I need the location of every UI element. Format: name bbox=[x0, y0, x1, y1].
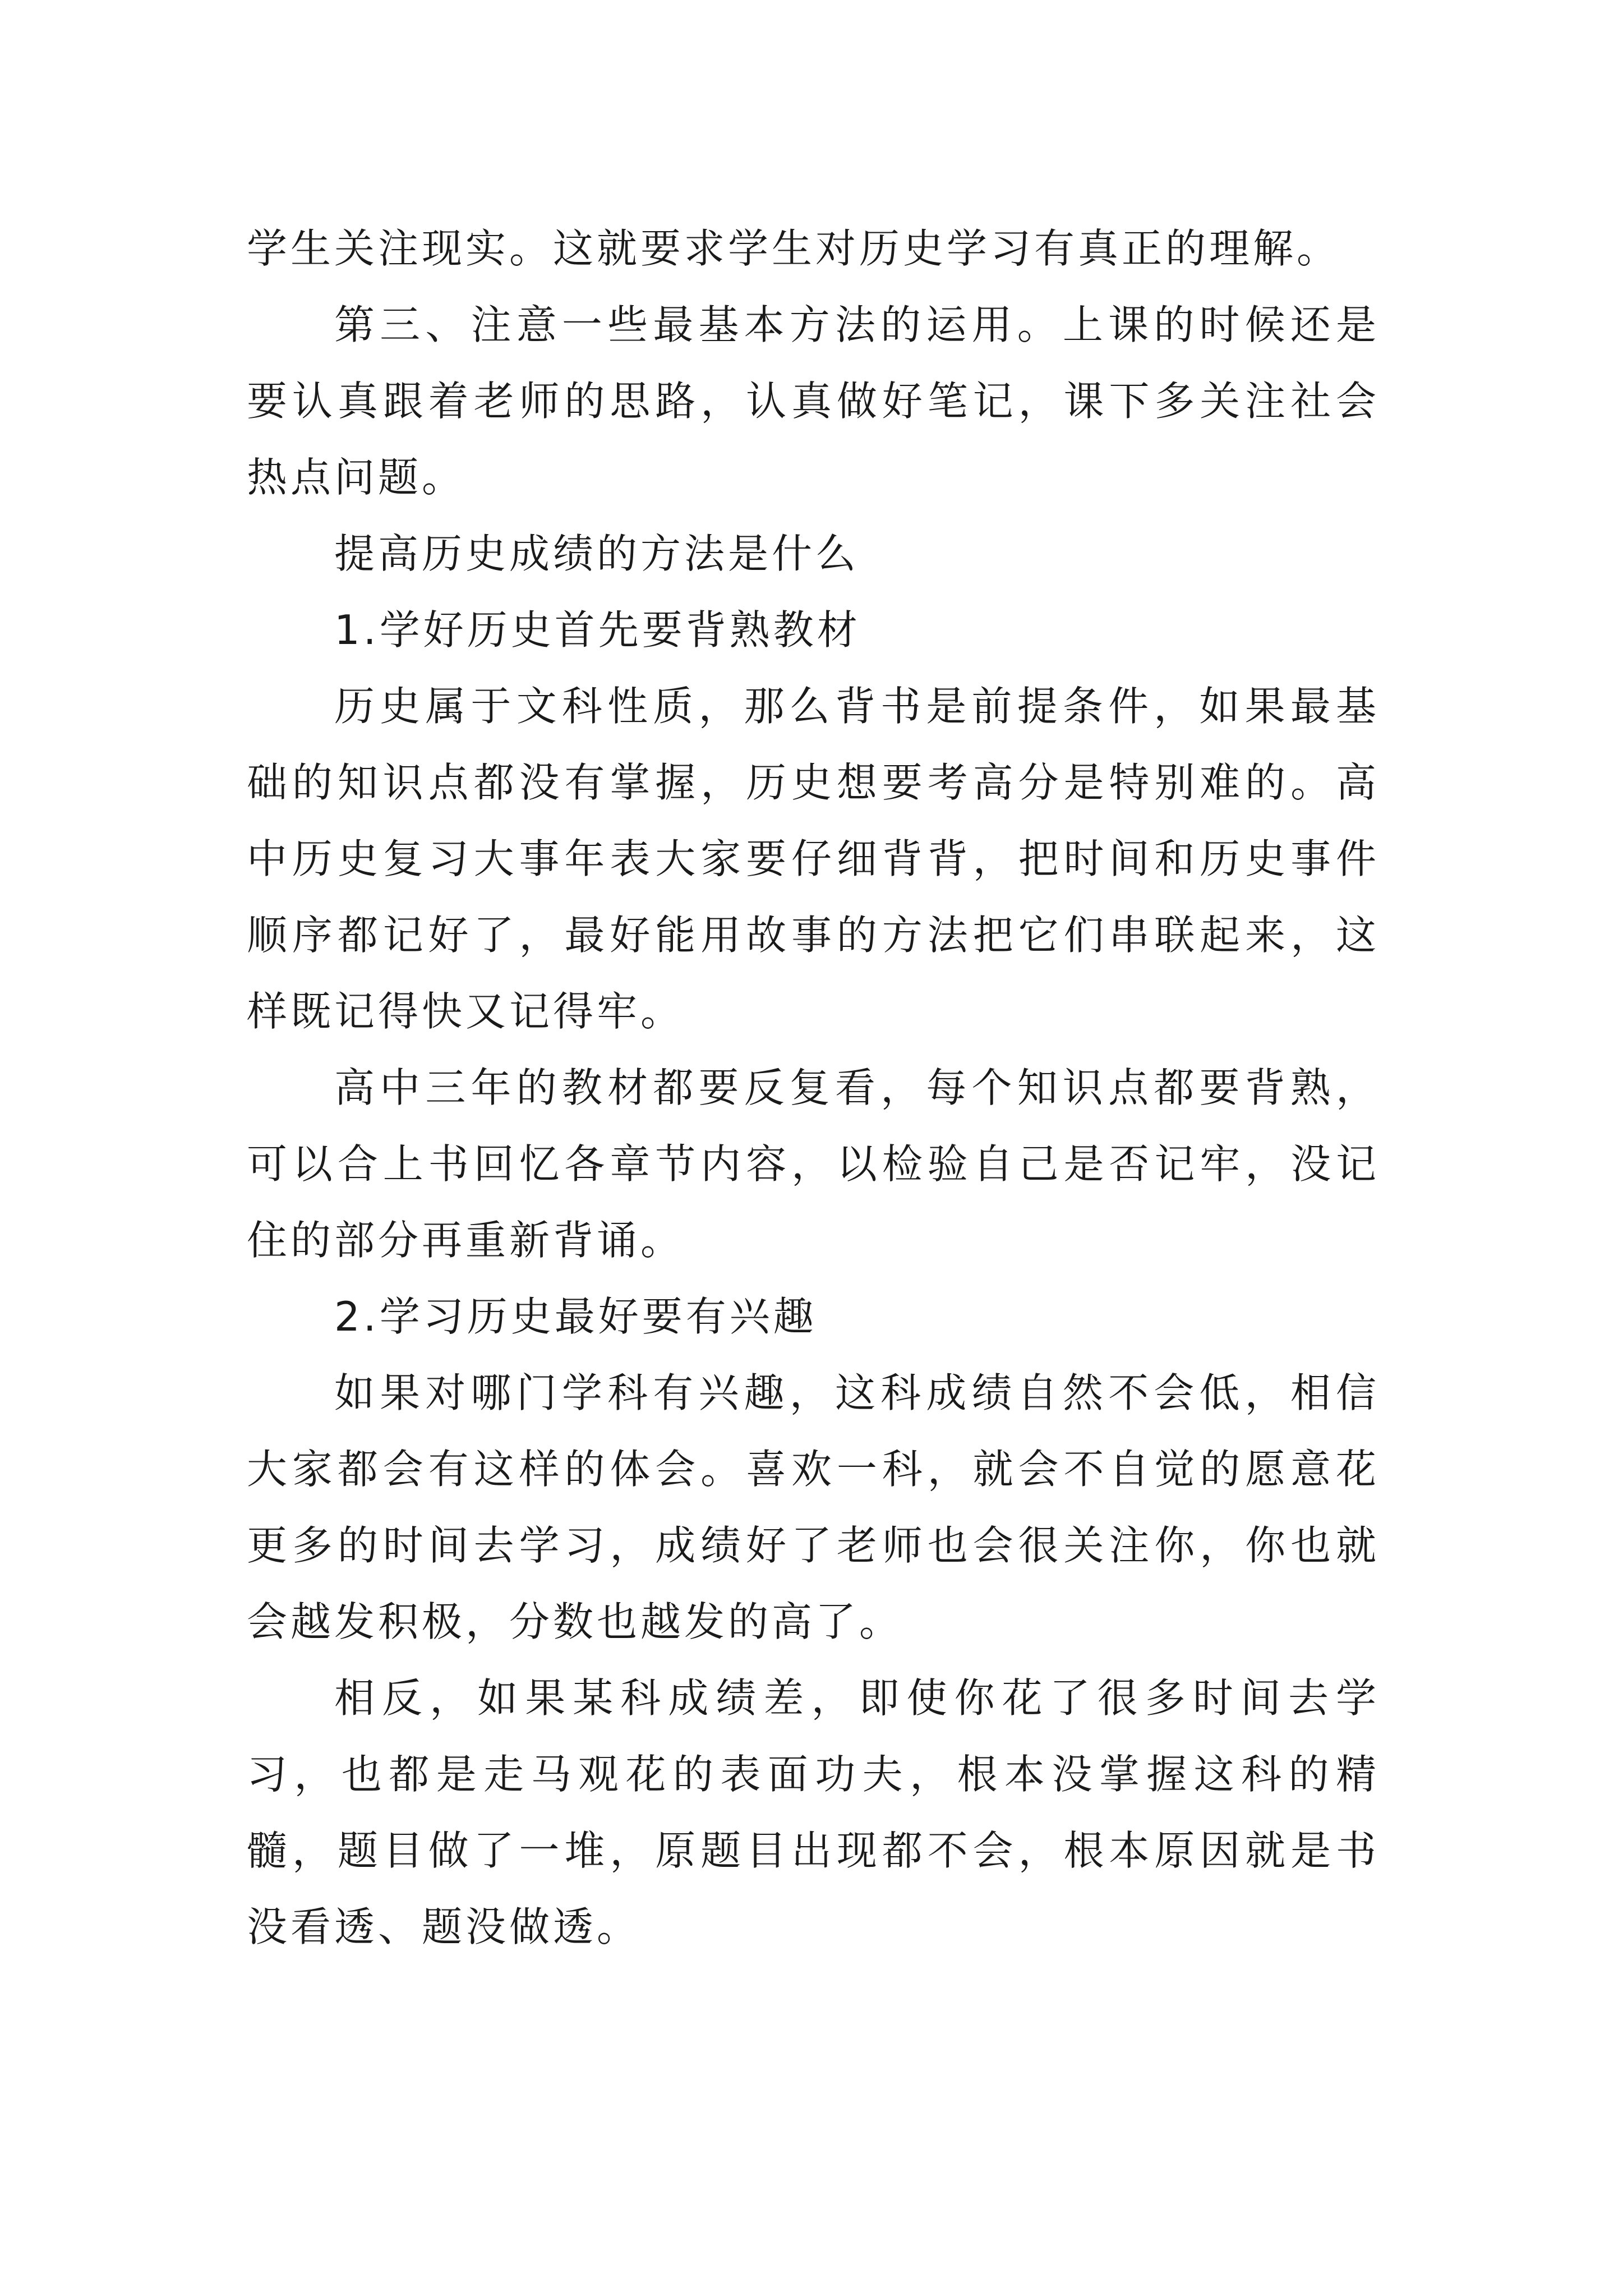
section-heading: 提高历史成绩的方法是什么 bbox=[334, 530, 860, 577]
subheading-1: 1.学好历史首先要背熟教材 bbox=[334, 606, 861, 654]
paragraph-1: 学生关注现实。这就要求学生对历史学习有真正的理解。 bbox=[247, 225, 1341, 272]
paragraph-4: 高中三年的教材都要反复看，每个知识点都要背熟，可以合上书回忆各章节内容，以检验自己是否记牢，没记住的部分再重新背诵。 bbox=[247, 1064, 1380, 1264]
document-body bbox=[247, 210, 1380, 1965]
paragraph-2: 第三、注意一些最基本方法的运用。上课的时候还是要认真跟着老师的思路，认真做好笔记，课下多关注社会热点问题。 bbox=[247, 301, 1380, 501]
paragraph-3: 历史属于文科性质，那么背书是前提条件，如果最基础的知识点都没有掌握，历史想要考高分是特别难的。高中历史复习大事年表大家要仔细背背，把时间和历史事件顺序都记好了，最好能用故事的方法把它们串联起来，这样既记得快又记得牢。 bbox=[247, 683, 1380, 1035]
subheading-2: 2.学习历史最好要有兴趣 bbox=[334, 1293, 817, 1340]
paragraph-5: 如果对哪门学科有兴趣，这科成绩自然不会低，相信大家都会有这样的体会。喜欢一科，就会不自觉的愿意花更多的时间去学习，成绩好了老师也会很关注你，你也就会越发积极，分数也越发的高了。 bbox=[247, 1369, 1380, 1645]
paragraph-6: 相反，如果某科成绩差，即使你花了很多时间去学习，也都是走马观花的表面功夫，根本没掌握这科的精髓，题目做了一堆，原题目出现都不会，根本原因就是书没看透、题没做透。 bbox=[247, 1674, 1380, 1950]
